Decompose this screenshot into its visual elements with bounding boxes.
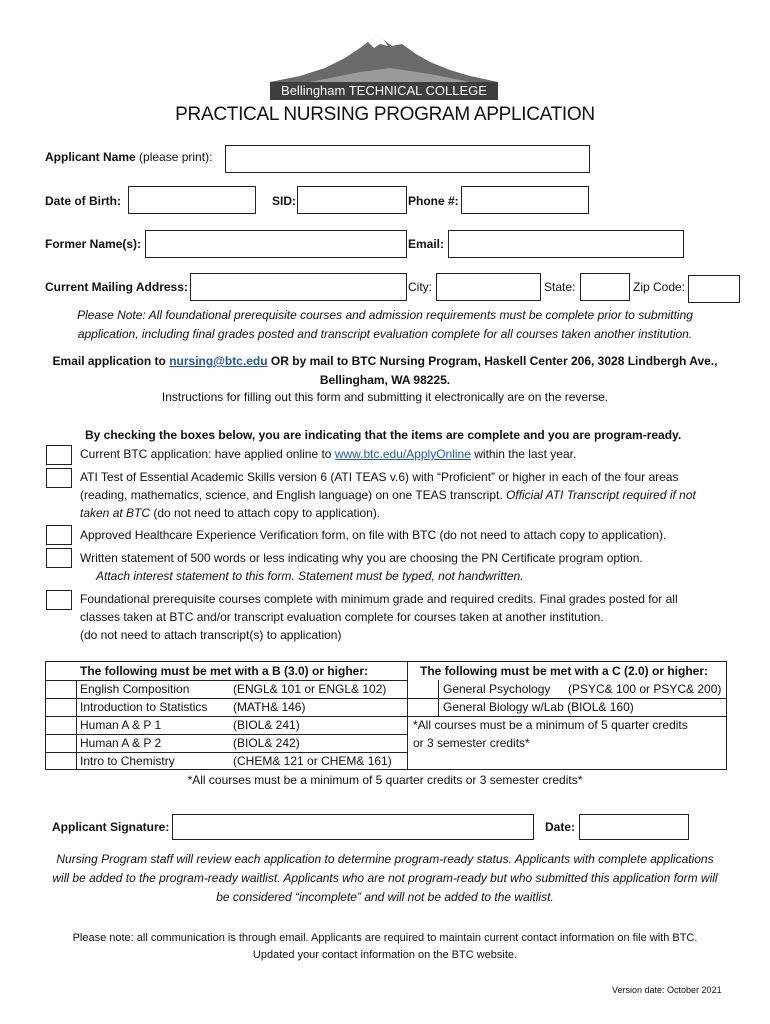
course-name: Human A & P 2 (80, 736, 162, 750)
checklist-heading: By checking the boxes below, you are indicating that the items are complete and you are program-ready. (85, 428, 682, 442)
signature-label: Applicant Signature: (52, 820, 170, 834)
submission-instructions (40, 352, 730, 390)
communication-note-line1: Please note: all communication is through email. Applicants are required to maintain current contact information on file with BTC. (72, 932, 698, 944)
logo-text: Bellingham TECHNICAL COLLEGE (270, 82, 498, 100)
zip-input[interactable] (688, 275, 740, 303)
mountain-logo-icon (270, 32, 498, 84)
former-names-label: Former Name(s): (45, 237, 142, 251)
item1-prefix: Current BTC application: have applied online to (80, 447, 335, 461)
sid-label: SID: (272, 194, 296, 208)
dob-label: Date of Birth: (45, 194, 121, 208)
zip-label: Zip Code: (633, 280, 686, 294)
credit-footnote: *All courses must be a minimum of 5 quarter credits or 3 semester credits* (187, 773, 583, 787)
date-input[interactable] (579, 814, 689, 840)
applicant-name-input[interactable] (225, 145, 590, 173)
course-code: (ENGL& 101 or ENGL& 102) (233, 682, 387, 696)
email-label: Email: (408, 237, 445, 251)
b-grade-header: The following must be met with a B (3.0) or higher: (80, 664, 369, 678)
checkbox-written-statement[interactable] (46, 548, 72, 568)
item-healthcare-experience: Approved Healthcare Experience Verification form, on file with BTC (do not need to attach copy to application). (80, 528, 667, 542)
item2-italic: Official ATI Transcript required if not taken at BTC (80, 488, 696, 520)
checkbox-btc-application[interactable] (46, 445, 72, 465)
dob-input[interactable] (128, 186, 256, 214)
course-name: Intro to Chemistry (80, 754, 175, 768)
item-foundational-courses (80, 590, 710, 644)
item4-line1: Written statement of 500 words or less indicating why you are choosing the PN Certificate program option. (80, 551, 643, 565)
credit-note-line1: *All courses must be a minimum of 5 quarter credits (413, 718, 688, 732)
course-checkbox-chemistry[interactable] (46, 752, 75, 769)
course-name: General Psychology (443, 682, 551, 696)
date-label: Date: (545, 820, 576, 834)
applicant-name-hint: (please print): (139, 150, 213, 164)
apply-online-link[interactable]: www.btc.edu/ApplyOnline (334, 447, 471, 461)
former-names-input[interactable] (145, 230, 407, 258)
phone-input[interactable] (461, 186, 589, 214)
item5-text: Foundational prerequisite courses complete with minimum grade and required credits. Final grades posted for all classes taken at BTC and/or transcript evaluation complete for courses taken at another institution. (80, 592, 678, 624)
city-input[interactable] (436, 273, 541, 301)
course-checkbox-biology[interactable] (407, 698, 437, 715)
course-checkbox-english[interactable] (46, 680, 75, 697)
checkbox-foundational-courses[interactable] (46, 590, 72, 610)
item2-suffix: (do not need to attach copy to application). (150, 506, 381, 520)
item4-line2: Attach interest statement to this form. Statement must be typed, not handwritten. (96, 569, 524, 583)
c-grade-header: The following must be met with a C (2.0) or higher: (420, 664, 709, 678)
course-code: (BIOL& 242) (233, 736, 300, 750)
signature-input[interactable] (172, 814, 534, 840)
sid-input[interactable] (297, 186, 407, 214)
item-ati-teas (80, 468, 720, 522)
course-name: General Biology w/Lab (BIOL& 160) (443, 700, 634, 714)
course-code: (MATH& 146) (233, 700, 306, 714)
checkbox-healthcare-experience[interactable] (46, 525, 72, 545)
mailing-address-label: Current Mailing Address: (45, 280, 188, 294)
communication-note-line2: Updated your contact information on the BTC website. (252, 949, 518, 961)
mail-address-line2: Bellingham, WA 98225. (319, 373, 451, 387)
review-note: Nursing Program staff will review each application to determine program-ready status. Applicants with complete applications will be added to the program-ready waitlist. Applicants who are not program-ready but who submitted this application form will be considered “incomplete” and will not be added to the waitlist. (52, 852, 718, 904)
state-input[interactable] (580, 273, 630, 301)
mailing-address-input[interactable] (190, 273, 407, 301)
item-written-statement (80, 549, 720, 585)
page-title: PRACTICAL NURSING PROGRAM APPLICATION (175, 104, 595, 125)
course-code: (BIOL& 241) (233, 718, 300, 732)
reverse-instructions: Instructions for filling out this form and submitting it electronically are on the reverse. (161, 390, 609, 404)
course-name: English Composition (80, 682, 190, 696)
credit-note-line2: or 3 semester credits* (413, 736, 530, 750)
course-code: (CHEM& 121 or CHEM& 161) (233, 754, 392, 768)
course-name: Human A & P 1 (80, 718, 162, 732)
email-suffix: OR by mail to BTC Nursing Program, Haskell Center 206, 3028 Lindbergh Ave., (267, 354, 718, 368)
applicant-name-label (45, 150, 212, 164)
course-name: Introduction to Statistics (80, 700, 208, 714)
course-checkbox-ap2[interactable] (46, 734, 75, 751)
city-label: City: (408, 280, 432, 294)
prerequisite-note: Please Note: All foundational prerequisite courses and admission requirements must be complete prior to submitting application, including final grades posted and transcript evaluation complete for all courses taken another institution. (77, 308, 693, 341)
item2-main: ATI Test of Essential Academic Skills version 6 (ATI TEAS v.6) with “Proficient” or higher in each of the four areas (reading, mathematics, science, and English language) on one TEAS transcript. (80, 470, 679, 502)
email-input[interactable] (448, 230, 684, 258)
course-code: (PSYC& 100 or PSYC& 200) (568, 682, 722, 696)
version-date: Version date: October 2021 (612, 985, 722, 995)
phone-label: Phone #: (408, 194, 459, 208)
course-checkbox-psychology[interactable] (407, 680, 437, 697)
nursing-email-link[interactable]: nursing@btc.edu (169, 354, 268, 368)
item-btc-application (80, 445, 720, 463)
checkbox-ati-teas[interactable] (46, 468, 72, 488)
email-prefix: Email application to (52, 354, 170, 368)
state-label: State: (544, 280, 576, 294)
college-logo (270, 32, 498, 102)
course-checkbox-statistics[interactable] (46, 698, 75, 715)
item5-line3: (do not need to attach transcript(s) to application) (80, 628, 342, 642)
applicant-name-label-text: Applicant Name (45, 150, 136, 164)
item1-suffix: within the last year. (470, 447, 577, 461)
course-checkbox-ap1[interactable] (46, 716, 75, 733)
